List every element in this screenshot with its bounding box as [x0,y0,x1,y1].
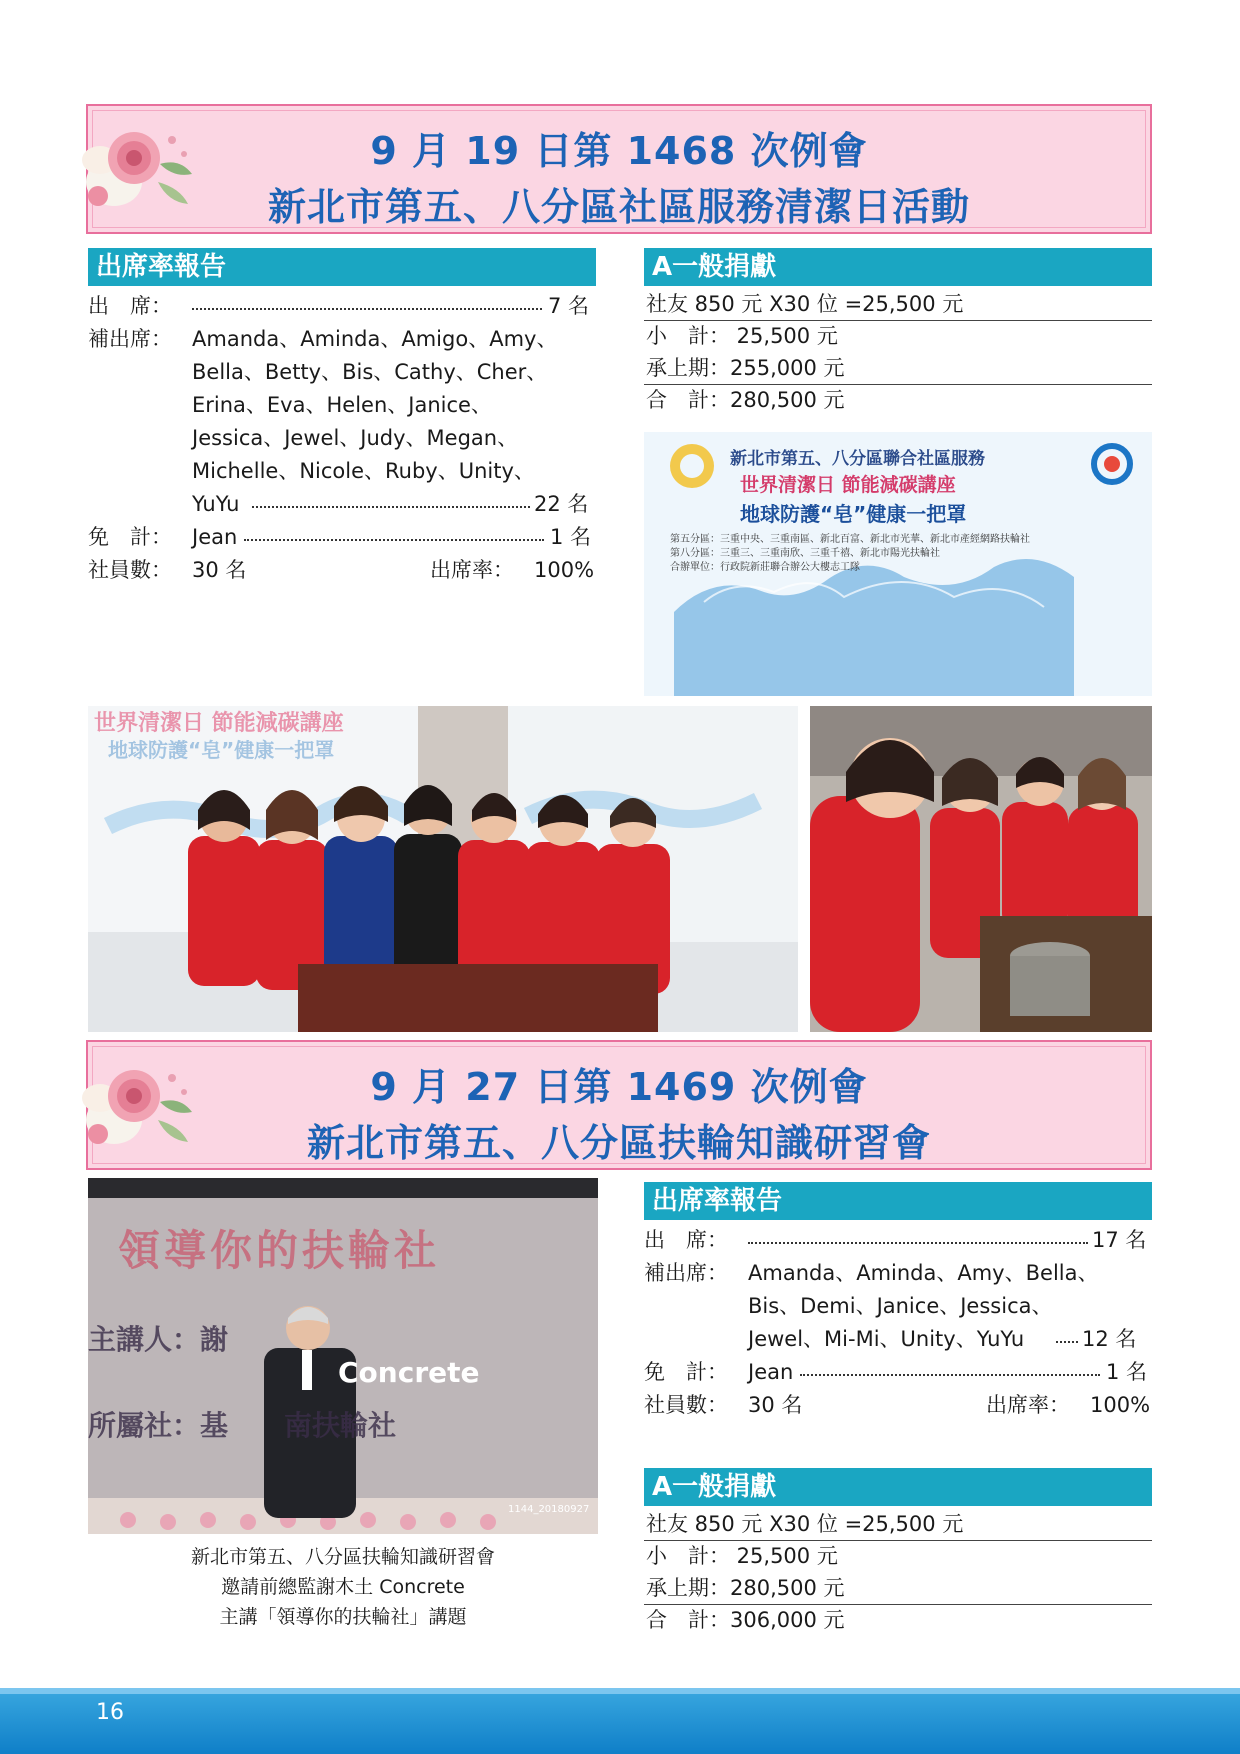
meeting2-makeup-label: 補出席： [644,1261,728,1285]
meeting2-makeup-names: Bis、Demi、Janice、Jessica、 [748,1294,1053,1318]
meeting1-carried: 承上期：255,000 元 [646,356,845,380]
photo-backdrop-text: 世界清潔日 節能減碳講座 [94,711,344,736]
meeting2-members-value: 30 名 [748,1393,803,1417]
meeting2-present-count: 17 名 [1092,1228,1147,1252]
meeting1-donation-line: 社友 850 元 X30 位 =25,500 元 [646,292,964,316]
meeting1-exempt-names: Jean [192,525,238,549]
meeting2-makeup-names: Jewel、Mi-Mi、Unity、YuYu [748,1327,1025,1351]
meeting1-makeup-names: Erina、Eva、Helen、Janice、 [192,393,492,417]
page-footer [0,1688,1240,1754]
meeting2-total: 合 計：306,000 元 [646,1608,845,1632]
meeting2-donation-line: 社友 850 元 X30 位 =25,500 元 [646,1512,964,1536]
footer-highlight [0,1688,1240,1694]
rose-decoration-icon [74,120,202,220]
dot-leader [1056,1341,1078,1343]
poster-line: 合辦單位：行政院新莊聯合辦公大樓志工隊 [670,562,860,573]
meeting2-present-label: 出 席： [644,1228,728,1252]
poster-line: 第八分區：三重三、三重南欣、三重千禧、新北市陽光扶輪社 [670,548,940,559]
meeting2-carried: 承上期：280,500 元 [646,1576,845,1600]
photo-stamp: 1144_20180927 [508,1504,590,1515]
meeting1-donation-header: A一般捐獻 [644,248,1152,286]
dot-leader [192,308,542,310]
meeting1-exempt-count: 1 名 [550,525,592,549]
meeting2-exempt-label: 免 計： [644,1360,728,1384]
meeting1-rate-value: 100% [534,558,595,582]
meeting2-members-label: 社員數： [644,1393,728,1417]
meeting2-rate-value: 100% [1090,1393,1151,1417]
meeting1-makeup-names: YuYu [192,492,240,516]
meeting1-makeup-count: 22 名 [534,492,589,516]
rose-decoration-icon [74,1058,202,1158]
slide-club-label: 所屬社：基 南扶輪社 [88,1409,397,1442]
meeting1-attendance-header: 出席率報告 [88,248,596,286]
poster-headline: 世界清潔日 節能減碳講座 [740,474,956,496]
meeting2-donation-header: A一般捐獻 [644,1468,1152,1506]
meeting2-title: 9 月 27 日第 1469 次例會 [370,1065,868,1109]
group-photo [88,706,798,1032]
meeting1-rate-label: 出席率： [430,558,514,582]
meeting1-exempt-label: 免 計： [88,525,172,549]
photo-backdrop-text: 地球防護“皂”健康一把罩 [108,738,335,762]
meeting2-exempt-names: Jean [748,1360,794,1384]
meeting2-makeup-names: Amanda、Aminda、Amy、Bella、 [748,1261,1099,1285]
meeting2-subtotal: 小 計： 25,500 元 [646,1544,838,1568]
dot-leader [800,1374,1100,1376]
speaker-photo [88,1178,598,1534]
meeting1-title: 9 月 19 日第 1468 次例會 [370,129,868,173]
meeting2-rate-label: 出席率： [986,1393,1070,1417]
soap-making-photo [810,706,1152,1032]
slide-speaker-name: Concrete [338,1356,480,1389]
meeting1-present-label: 出 席： [88,294,172,318]
meeting1-subtotal: 小 計： 25,500 元 [646,324,838,348]
meeting2-attendance-header: 出席率報告 [644,1182,1152,1220]
speaker-caption: 邀請前總監謝木土 Concrete [221,1576,465,1598]
meeting1-makeup-label: 補出席： [88,327,172,351]
meeting2-banner [86,1040,1152,1170]
meeting1-subtitle: 新北市第五、八分區社區服務清潔日活動 [267,185,970,229]
meeting1-makeup-names: Michelle、Nicole、Ruby、Unity、 [192,459,535,483]
poster-org: 新北市第五、八分區聯合社區服務 [730,449,985,469]
page-number: 16 [96,1700,124,1725]
slide-title: 領導你的扶輪社 [118,1226,441,1275]
meeting1-members-label: 社員數： [88,558,172,582]
dot-leader [748,1242,1088,1244]
meeting1-total: 合 計：280,500 元 [646,388,845,412]
slide-speaker-label: 主講人：謝 [88,1323,229,1356]
dot-leader [252,506,530,508]
poster-line: 第五分區：三重中央、三重南區、新北百富、新北市光華、新北市產經網路扶輪社 [670,534,1030,545]
meeting1-banner [86,104,1152,234]
meeting2-subtitle: 新北市第五、八分區扶輪知識研習會 [306,1121,931,1165]
meeting1-makeup-names: Amanda、Aminda、Amigo、Amy、 [192,327,558,351]
speaker-caption: 主講「領導你的扶輪社」講題 [219,1606,467,1628]
meeting1-present-count: 7 名 [548,294,590,318]
meeting2-exempt-count: 1 名 [1106,1360,1148,1384]
meeting1-members-value: 30 名 [192,558,247,582]
event-poster-photo [644,432,1152,696]
speaker-caption: 新北市第五、八分區扶輪知識研習會 [190,1546,495,1568]
poster-slogan: 地球防護“皂”健康一把罩 [740,502,967,526]
meeting2-makeup-count: 12 名 [1082,1327,1137,1351]
meeting1-makeup-names: Bella、Betty、Bis、Cathy、Cher、 [192,360,548,384]
dot-leader [244,539,544,541]
meeting1-makeup-names: Jessica、Jewel、Judy、Megan、 [192,426,519,450]
